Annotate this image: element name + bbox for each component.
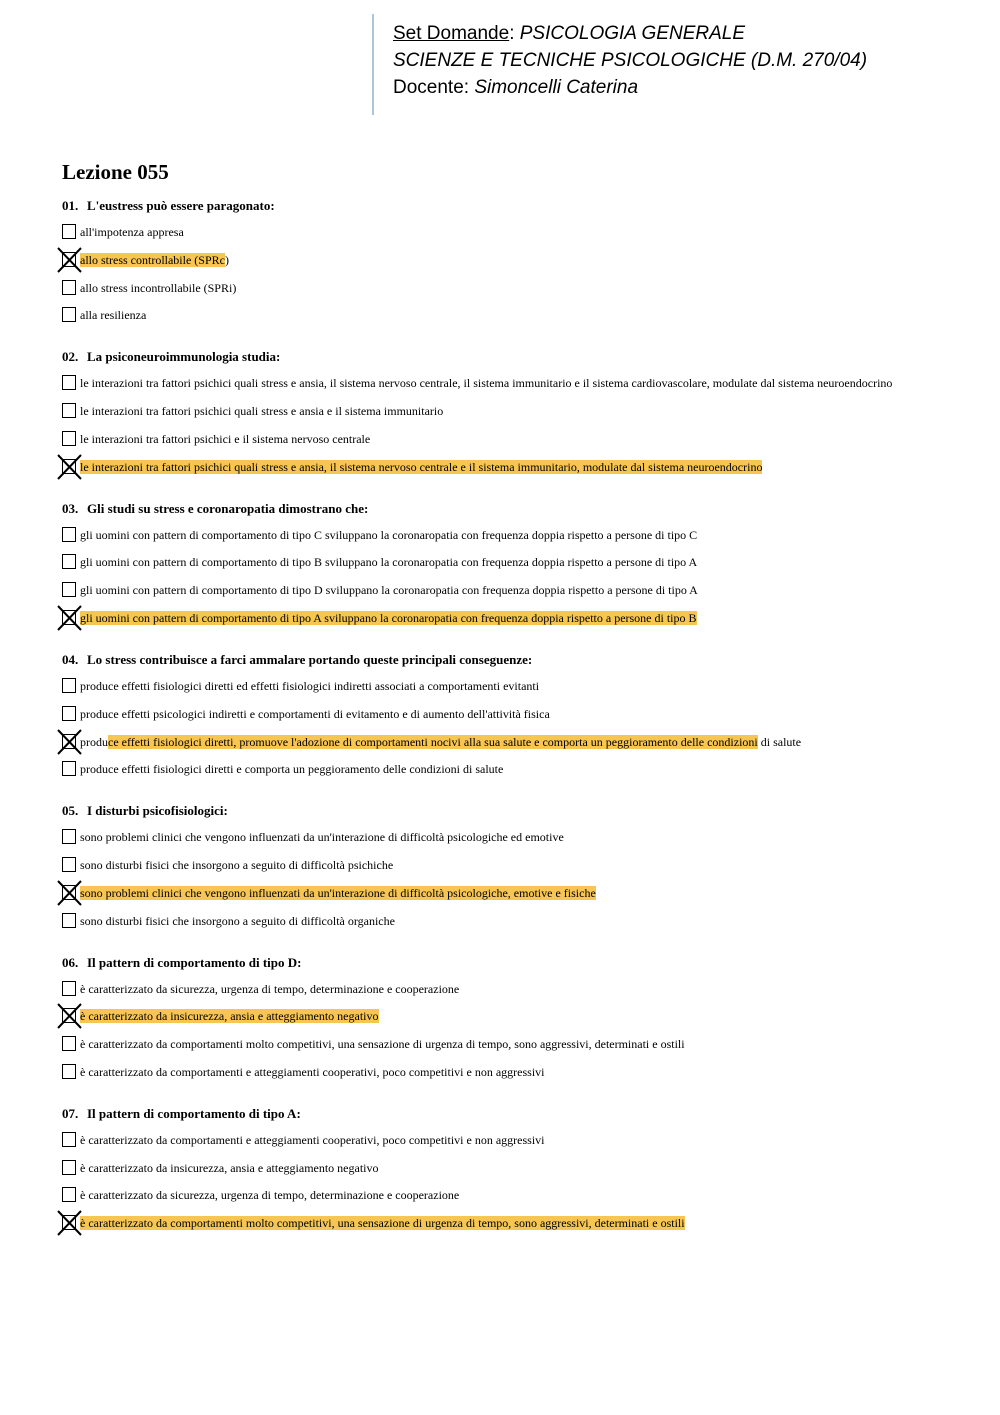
answer-text	[80, 857, 394, 874]
answer-text-label: gli uomini con pattern di comportamento di tipo C sviluppano la coronaropatia con frequenza doppia rispetto a persone di tipo C	[80, 527, 698, 542]
answer-text	[80, 307, 147, 324]
answer-text	[80, 375, 893, 392]
question-label: Il pattern di comportamento di tipo A:	[87, 1105, 301, 1121]
answer-text-label: produce effetti fisiologici diretti ed effetti fisiologici indiretti associati a comportamenti evitanti	[80, 678, 540, 693]
answer-text-label: è caratterizzato da sicurezza, urgenza di tempo, determinazione e cooperazione	[80, 1188, 460, 1203]
answer-checkbox[interactable]	[62, 431, 76, 446]
answer-text-highlight: le interazioni tra fattori psichici quali stress e ansia, il sistema nervoso centrale e il sistema immunitario, modulate dal sistema neuroendocrino	[80, 459, 763, 474]
answer-checkbox[interactable]	[62, 829, 76, 844]
answer-checkbox[interactable]	[62, 913, 76, 928]
answer-text	[80, 1036, 686, 1053]
answer-text	[80, 981, 460, 998]
answer-checkbox[interactable]	[62, 582, 76, 597]
question-text	[62, 652, 532, 668]
answer-text-label: produce effetti psicologici indiretti e comportamenti di evitamento e di aumento dell'attività fisica	[80, 706, 550, 721]
question-number: 01.	[62, 198, 79, 213]
answer-text	[80, 678, 540, 695]
answer-checkbox[interactable]	[62, 375, 76, 390]
answer-text	[80, 459, 763, 476]
question-text	[62, 955, 302, 971]
answer-text	[80, 1064, 545, 1081]
teacher-label: Docente:	[393, 77, 470, 98]
answer-checkbox[interactable]	[62, 1064, 76, 1079]
answer-text-label: è caratterizzato da comportamenti e atteggiamenti cooperativi, poco competitivi e non aggressivi	[80, 1132, 545, 1147]
answer-text	[80, 1132, 545, 1149]
answer-text-label: sono disturbi fisici che insorgono a seguito di difficoltà organiche	[80, 913, 395, 928]
question-text	[62, 198, 275, 214]
question-text	[62, 349, 280, 365]
question-label: Lo stress contribuisce a farci ammalare portando queste principali conseguenze:	[87, 651, 533, 667]
document-header	[393, 20, 867, 101]
set-colon: :	[509, 23, 515, 44]
answer-text-tail: )	[224, 252, 229, 267]
lesson-title: Lezione 055	[62, 160, 169, 184]
question-label: I disturbi psicofisiologici:	[87, 803, 228, 819]
answer-text	[80, 403, 444, 420]
answer-text-label: all'impotenza appresa	[80, 225, 184, 239]
question-label: La psiconeuroimmunologia studia:	[87, 349, 281, 365]
answer-checkbox[interactable]	[62, 706, 76, 721]
answer-text-label: è caratterizzato da comportamenti molto competitivi, una sensazione di urgenza di tempo, sono aggressivi, determinati e ostili	[80, 1037, 685, 1052]
answer-text-highlight: gli uomini con pattern di comportamento di tipo A sviluppano la coronaropatia con frequenza doppia rispetto a persone di tipo B	[80, 611, 697, 625]
question-label: Il pattern di comportamento di tipo D:	[87, 954, 302, 970]
answer-text	[80, 582, 699, 599]
answer-text-label: è caratterizzato da comportamenti e atteggiamenti cooperativi, poco competitivi e non aggressivi	[80, 1064, 545, 1079]
answer-checkbox[interactable]	[62, 527, 76, 542]
answer-checkbox[interactable]	[62, 280, 76, 295]
answer-checkbox[interactable]	[62, 761, 76, 776]
teacher-name: Simoncelli Caterina	[474, 77, 639, 98]
answer-text	[80, 1187, 460, 1204]
answer-checkbox[interactable]	[62, 307, 76, 322]
answer-text-label: le interazioni tra fattori psichici quali stress e ansia e il sistema immunitario	[80, 404, 444, 419]
answer-text	[80, 913, 396, 930]
question-label: Gli studi su stress e coronaropatia dimostrano che:	[87, 500, 369, 516]
question-label: L'eustress può essere paragonato:	[87, 198, 275, 213]
answer-text-label: le interazioni tra fattori psichici e il sistema nervoso centrale	[80, 431, 371, 446]
question-number: 02.	[62, 349, 79, 365]
answer-checkbox[interactable]	[62, 1160, 76, 1175]
question-number: 07.	[62, 1105, 79, 1121]
answer-checkbox[interactable]	[62, 981, 76, 996]
answer-text	[80, 706, 551, 723]
answer-text-highlight: sono problemi clinici che vengono influenzati da un'interazione di difficoltà psicologiche, emotive e fisiche	[80, 885, 596, 900]
answer-text	[80, 252, 230, 269]
answer-text	[80, 734, 802, 751]
answer-text	[80, 1160, 380, 1177]
header-divider	[372, 14, 374, 115]
answer-text-highlight: è caratterizzato da comportamenti molto competitivi, una sensazione di urgenza di tempo, sono aggressivi, determinati e ostili	[80, 1216, 685, 1231]
answer-text	[80, 761, 504, 778]
answer-text-highlight: ce effetti fisiologici diretti, promuove l'adozione di comportamenti nocivi alla sua salute e comporta un peggioramento delle condizioni	[108, 734, 758, 749]
answer-text-highlight: è caratterizzato da insicurezza, ansia e atteggiamento negativo	[80, 1009, 379, 1024]
answer-text-label: gli uomini con pattern di comportamento di tipo B sviluppano la coronaropatia con frequenza doppia rispetto a persone di tipo A	[80, 555, 698, 570]
subject-name: PSICOLOGIA GENERALE	[519, 23, 746, 44]
answer-checkbox[interactable]	[62, 1187, 76, 1202]
answer-text-highlight: allo stress controllabile (SPRc	[80, 252, 225, 267]
question-number: 03.	[62, 500, 79, 516]
answer-text	[80, 885, 597, 902]
answer-text-label: alla resilienza	[80, 308, 147, 323]
set-label: Set Domande	[393, 23, 510, 44]
answer-text	[80, 1008, 380, 1025]
course-name: SCIENZE E TECNICHE PSICOLOGICHE (D.M. 270/04)	[393, 50, 868, 71]
answer-text-label: sono problemi clinici che vengono influenzati da un'interazione di difficoltà psicologiche ed emotive	[80, 830, 564, 845]
answer-text	[80, 431, 371, 448]
answer-checkbox[interactable]	[62, 678, 76, 693]
answer-text-label: sono disturbi fisici che insorgono a seguito di difficoltà psichiche	[80, 858, 394, 872]
answer-text-lead: produ	[80, 734, 108, 749]
answer-text-label: è caratterizzato da sicurezza, urgenza di tempo, determinazione e cooperazione	[80, 981, 460, 996]
answer-checkbox[interactable]	[62, 1036, 76, 1051]
question-text	[62, 1106, 301, 1122]
answer-text-label: produce effetti fisiologici diretti e comporta un peggioramento delle condizioni di salute	[80, 762, 504, 777]
question-number: 05.	[62, 803, 79, 819]
header-line-set	[393, 20, 867, 47]
question-text	[62, 501, 368, 517]
answer-text	[80, 224, 185, 241]
answer-checkbox[interactable]	[62, 1132, 76, 1147]
question-text	[62, 803, 228, 819]
answer-text	[80, 280, 237, 297]
answer-checkbox[interactable]	[62, 403, 76, 418]
question-number: 06.	[62, 954, 79, 970]
answer-text	[80, 829, 565, 846]
header-line-teacher	[393, 74, 867, 101]
answer-text-label: le interazioni tra fattori psichici quali stress e ansia, il sistema nervoso centrale, il sistema immunitario e il sistema cardiovascolare, modulate dal sistema neuroendocrino	[80, 376, 893, 391]
answer-text-label: è caratterizzato da insicurezza, ansia e atteggiamento negativo	[80, 1160, 379, 1175]
answer-text-tail: di salute	[757, 734, 802, 749]
answer-text	[80, 1215, 686, 1232]
answer-checkbox[interactable]	[62, 224, 76, 239]
answer-checkbox[interactable]	[62, 857, 76, 872]
answer-text	[80, 554, 698, 571]
answer-text-label: gli uomini con pattern di comportamento di tipo D sviluppano la coronaropatia con frequenza doppia rispetto a persone di tipo A	[80, 583, 698, 598]
answer-text	[80, 610, 698, 627]
answer-text-label: allo stress incontrollabile (SPRi)	[80, 280, 237, 295]
answer-checkbox[interactable]	[62, 554, 76, 569]
question-number: 04.	[62, 651, 79, 667]
answer-text	[80, 527, 698, 544]
